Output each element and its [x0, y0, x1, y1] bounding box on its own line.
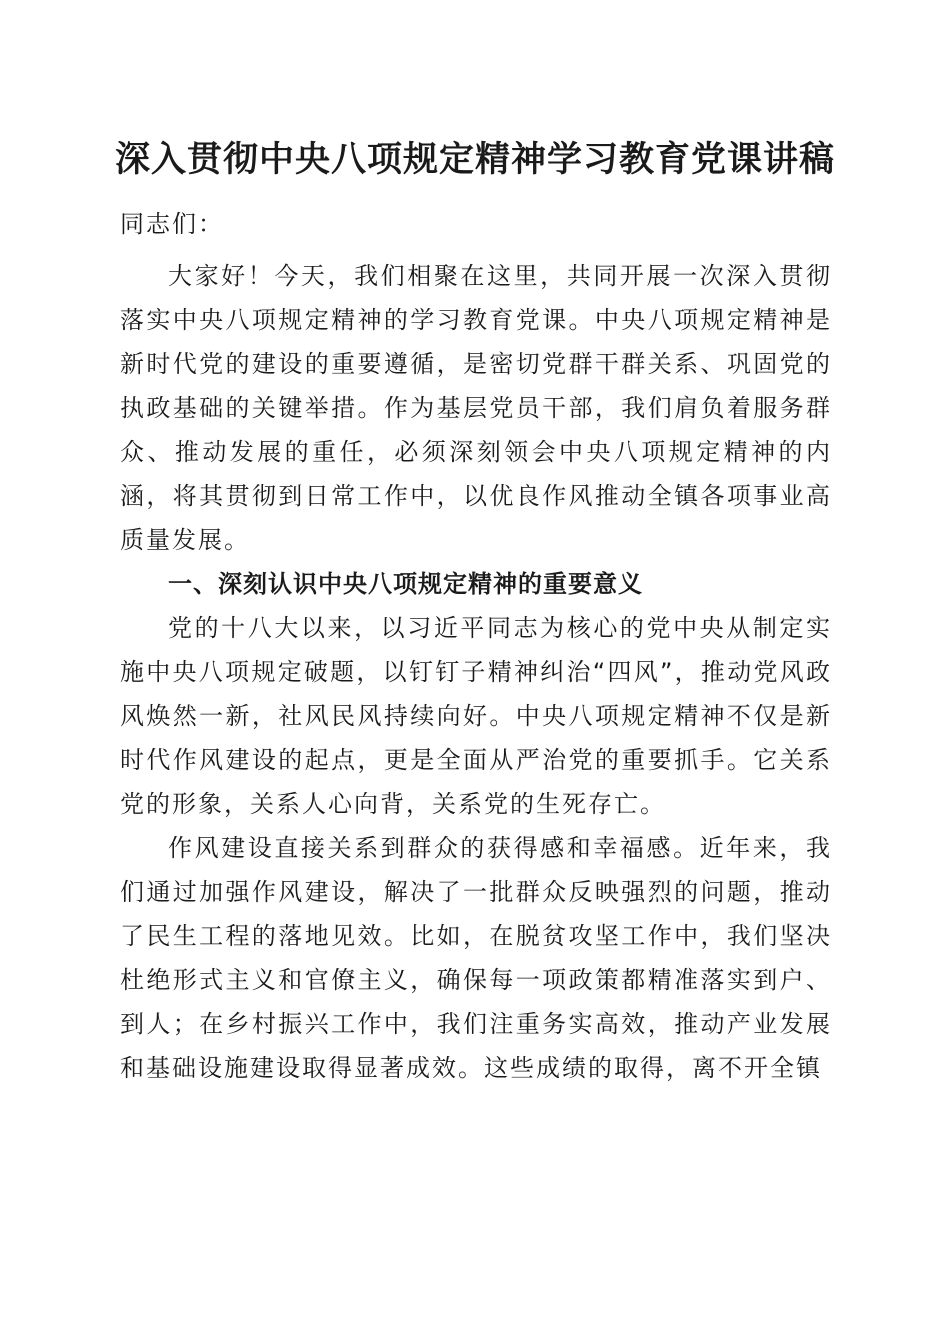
- intro-paragraph: 大家好！今天，我们相聚在这里，共同开展一次深入贯彻落实中央八项规定精神的学习教育党课。中央八项规定精神是新时代党的建设的重要遵循，是密切党群干群关系、巩固党的执政基础的关键举措。作为基层党员干部，我们肩负着服务群众、推动发展的重任，必须深刻领会中央八项规定精神的内涵，将其贯彻到日常工作中，以优良作风推动全镇各项事业高质量发展。: [120, 262, 832, 554]
- section-paragraph-2: 作风建设直接关系到群众的获得感和幸福感。近年来，我们通过加强作风建设，解决了一批群众反映强烈的问题，推动了民生工程的落地见效。比如，在脱贫攻坚工作中，我们坚决杜绝形式主义和官僚主义，确保每一项政策都精准落实到户、到人；在乡村振兴工作中，我们注重务实高效，推动产业发展和基础设施建设取得显著成效。这些成绩的取得，离不开全镇: [120, 834, 832, 1082]
- document-title: 深入贯彻中央八项规定精神学习教育党课讲稿: [114, 139, 835, 180]
- document-body: [120, 202, 832, 1090]
- section-paragraph-1: 党的十八大以来，以习近平同志为核心的党中央从制定实施中央八项规定破题，以钉钉子精神纠治“四风”，推动党风政风焕然一新，社风民风持续向好。中央八项规定精神不仅是新时代作风建设的起点，更是全面从严治党的重要抓手。它关系党的形象，关系人心向背，关系党的生死存亡。: [120, 614, 832, 818]
- section-heading: 一、深刻认识中央八项规定精神的重要意义: [168, 570, 643, 598]
- greeting: 同志们：: [120, 210, 224, 238]
